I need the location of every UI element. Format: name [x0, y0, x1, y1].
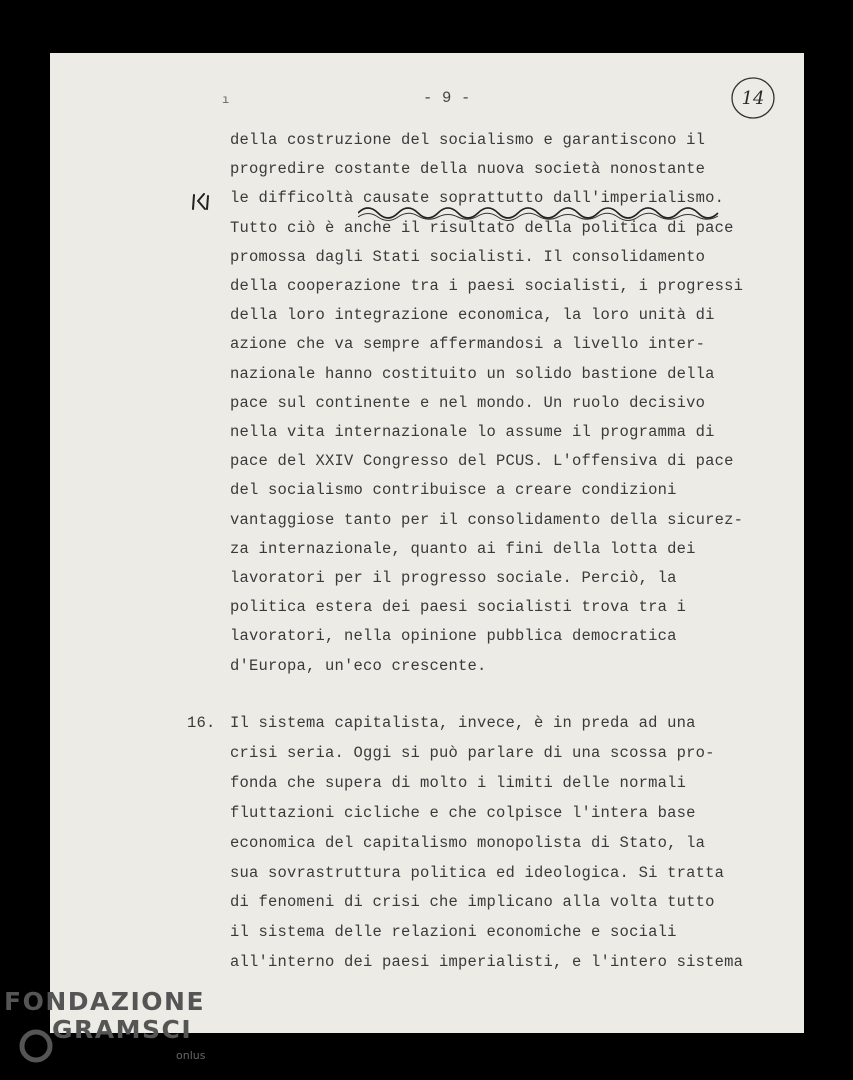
handwritten-margin-mark [190, 193, 212, 211]
text-line: lavoratori per il progresso sociale. Perciò, la [230, 569, 677, 587]
text-line: nazionale hanno costituito un solido bastione della [230, 364, 715, 383]
text-line: d'Europa, un'eco crescente. [230, 656, 487, 675]
text-line: vantaggiose tanto per il consolidamento della sicurez- [230, 510, 744, 529]
text-line: della cooperazione tra i paesi socialisti, i progressi [230, 277, 744, 295]
text-line: della loro integrazione economica, la loro unità di [230, 306, 715, 325]
page-number: - 9 - [423, 89, 471, 107]
text-line: lavoratori, nella opinione pubblica democratica [230, 627, 677, 646]
document-page [50, 53, 804, 1033]
text-line: politica estera dei paesi socialisti trova tra i [230, 598, 687, 617]
paragraph-number: 16. [187, 714, 216, 732]
text-line: all'interno dei paesi imperialisti, e l'intero sistema [230, 953, 744, 972]
folio-stamp [730, 75, 776, 121]
text-line: azione che va sempre affermandosi a livello inter- [230, 335, 706, 354]
text-line: pace del XXIV Congresso del PCUS. L'offensiva di pace [230, 452, 734, 471]
text-line: fonda che supera di molto i limiti delle normali [230, 773, 687, 792]
text-line: le difficoltà causate soprattutto dall'imperialismo. [230, 189, 725, 208]
folio-number: 14 [741, 88, 765, 109]
text-line: economica del capitalismo monopolista di Stato, la [230, 833, 706, 852]
text-line: sua sovrastruttura politica ed ideologica. Si tratta [230, 863, 725, 882]
text-line: fluttazioni cicliche e che colpisce l'intera base [230, 803, 696, 822]
text-line: Il sistema capitalista, invece, è in preda ad una [230, 714, 696, 732]
text-line: za internazionale, quanto ai fini della lotta dei [230, 539, 696, 558]
text-line: nella vita internazionale lo assume il programma di [230, 423, 715, 441]
fondazione-gramsci-watermark [4, 986, 214, 1076]
margin-mark: ı [222, 93, 230, 107]
text-line: Tutto ciò è anche il risultato della politica di pace [230, 218, 734, 237]
text-line: progredire costante della nuova società nonostante [230, 160, 706, 179]
watermark-g-mark [22, 1032, 50, 1060]
text-line: pace sul continente e nel mondo. Un ruolo decisivo [230, 393, 706, 412]
text-line: della costruzione del socialismo e garantiscono il [230, 131, 706, 149]
watermark-line-1: FONDAZIONE [4, 987, 206, 1016]
text-line: crisi seria. Oggi si può parlare di una scossa pro- [230, 743, 715, 762]
watermark-line-3: onlus [176, 1049, 206, 1062]
text-line: il sistema delle relazioni economiche e sociali [230, 923, 677, 942]
text-line: di fenomeni di crisi che implicano alla volta tutto [230, 893, 715, 912]
text-line: promossa dagli Stati socialisti. Il consolidamento [230, 247, 706, 266]
watermark-line-2: GRAMSCI [52, 1015, 193, 1044]
text-line: del socialismo contribuisce a creare condizioni [230, 481, 677, 500]
